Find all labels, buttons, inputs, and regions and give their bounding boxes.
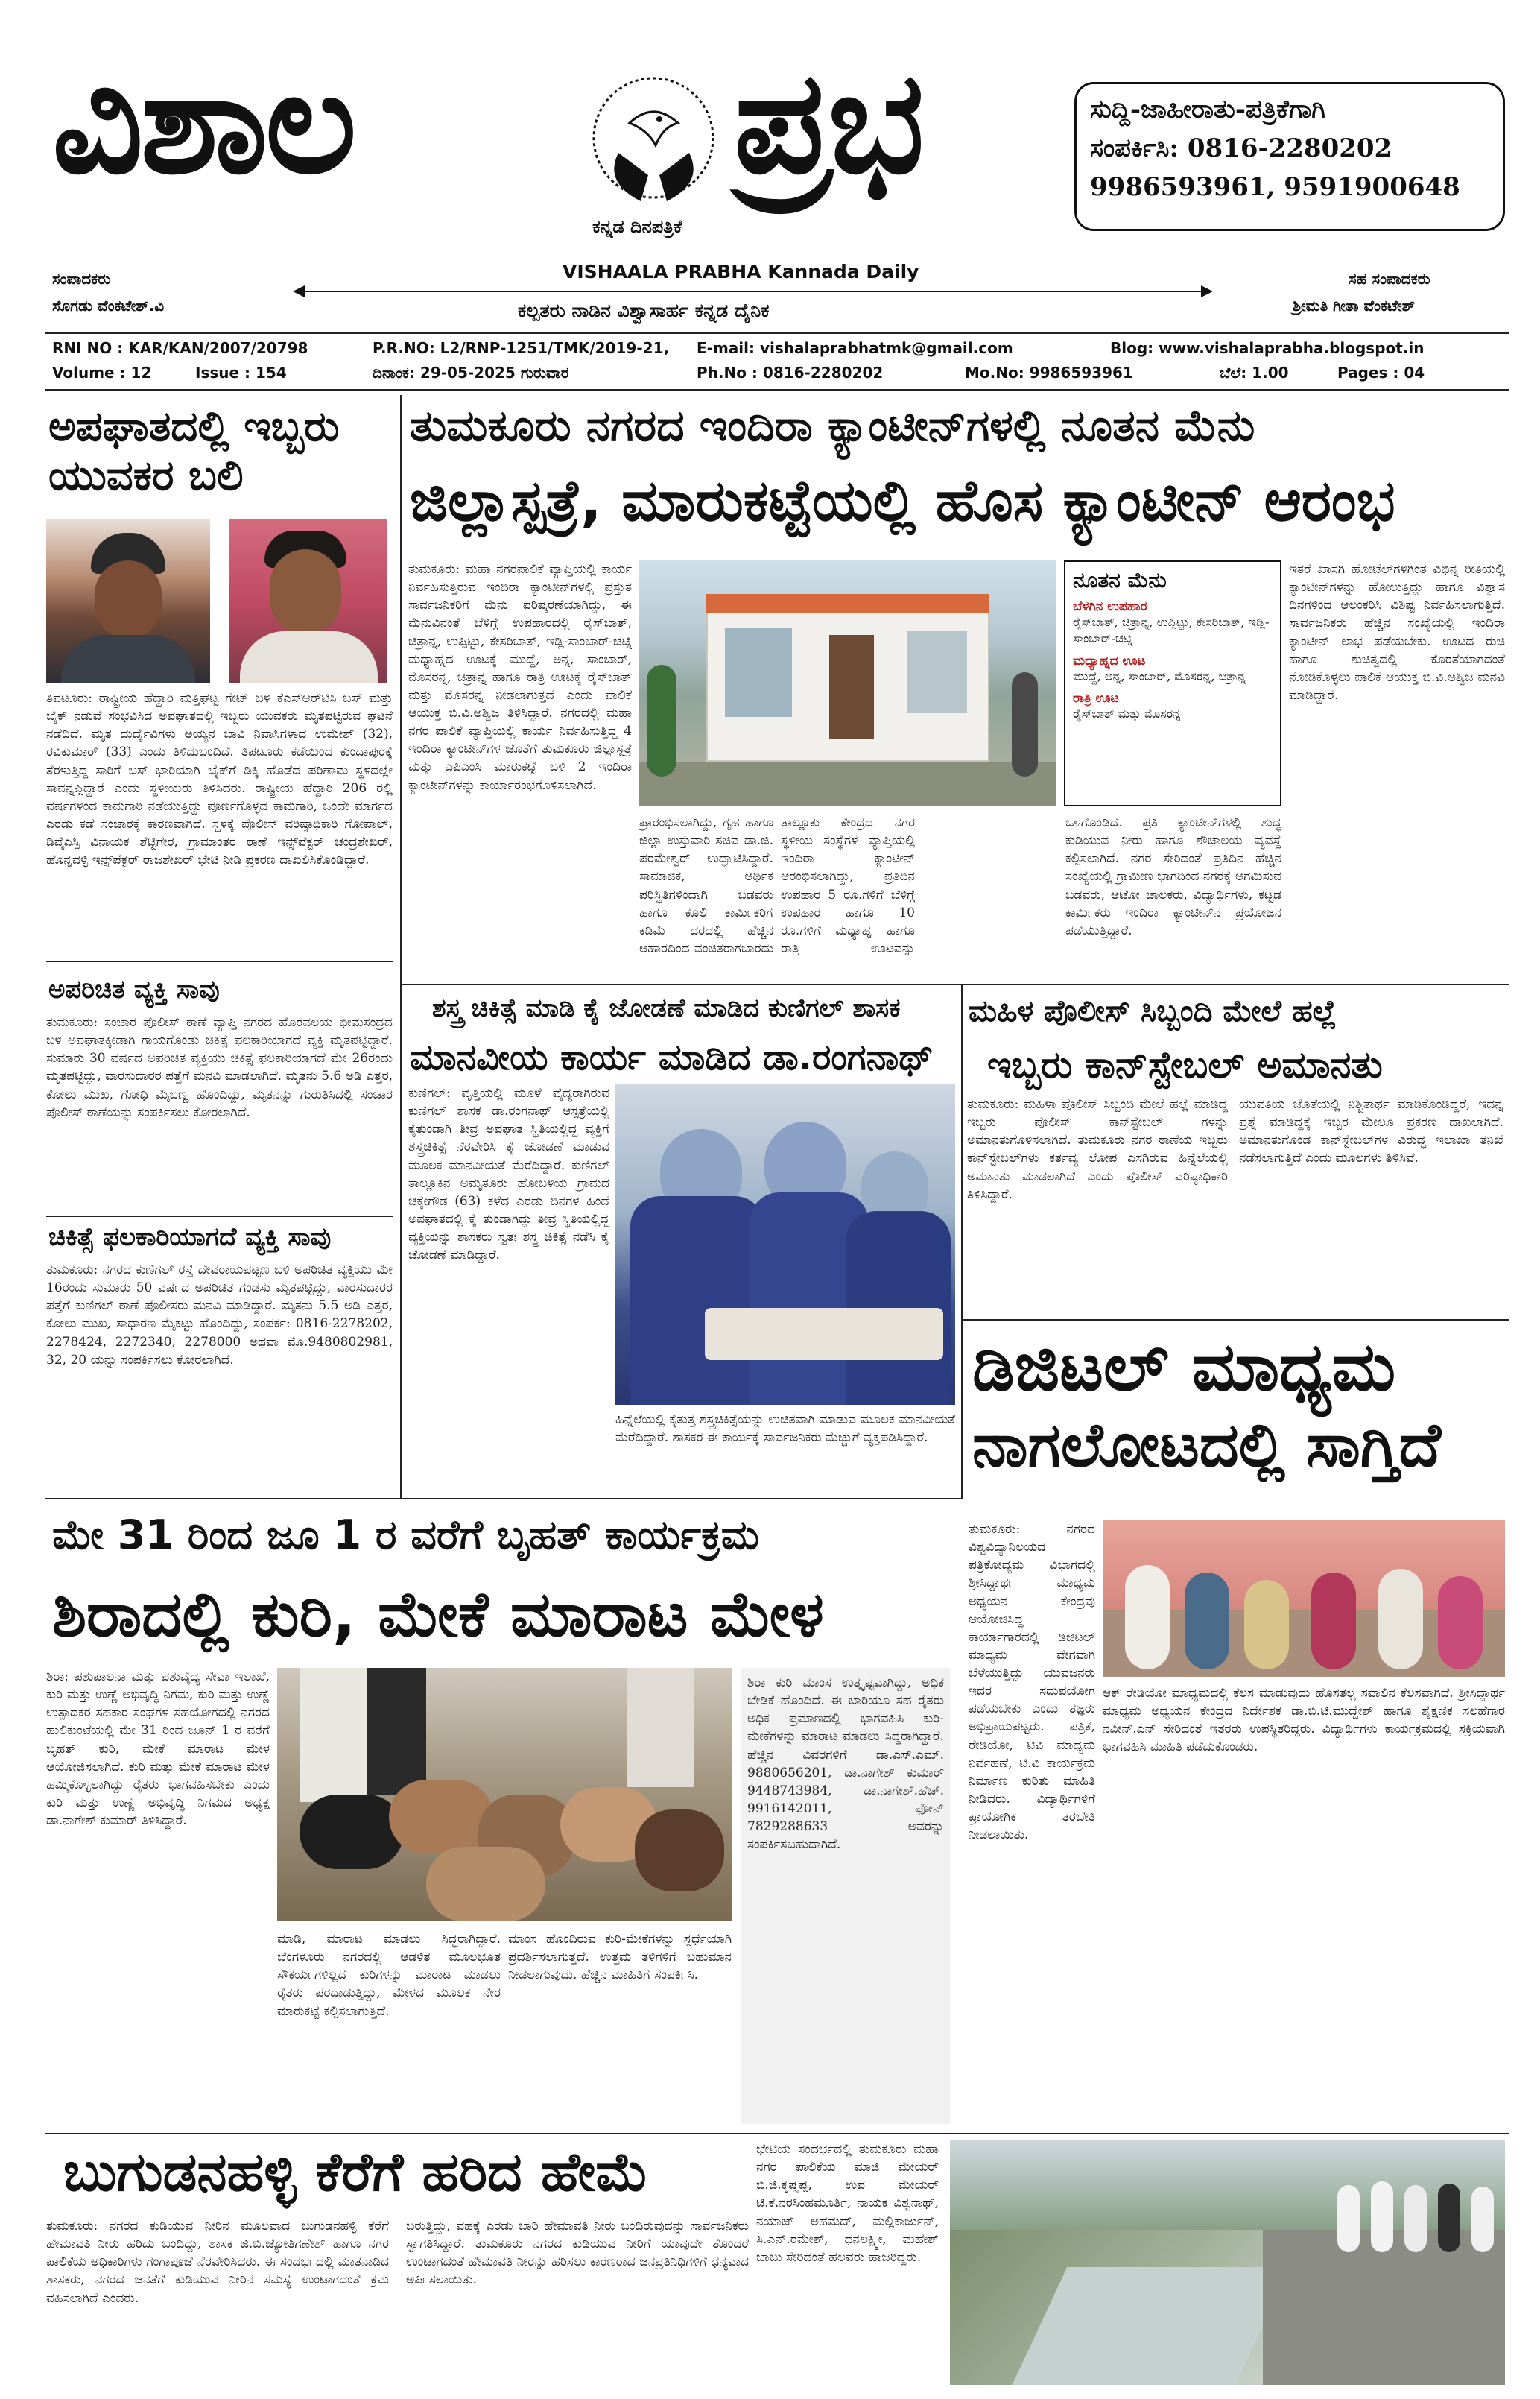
menu-lunch-label: ಮಧ್ಯಾಹ್ನದ ಊಟ: [1073, 653, 1146, 669]
unknown-person-body: ತುಮಕೂರು: ಸಂಚಾರ ಪೊಲೀಸ್ ಠಾಣೆ ವ್ಯಾಪ್ತಿ ನಗರದ ಹೊರವಲಯ ಭೀಮಸಂದ್ರದ ಬಳಿ ಅಪಘಾತಕ್ಕೀಡಾಗಿ ಗಾಯಗೊಂಡು ಚಿಕಿತ್ಸೆ ಫಲಕಾರಿಯಾಗದೆ ವ್ಯಕ್ತಿ ಮೃತಪಟ್ಟಿದ್ದಾರೆ. ಸುಮಾರು 30 ವರ್ಷದ ಅಪರಿಚಿತ ವ್ಯಕ್ತಿಯು ಚಿಕಿತ್ಸೆ ಫಲಕಾರಿಯಾಗದೆ ಮೇ 26ರಂದು ಮೃತಪಟ್ಟಿದ್ದು, ವಾರಸುದಾರರ ಪತ್ತೆಗೆ ಮನವಿ ಮಾಡಲಾಗಿದೆ. ಮೃತನು 5.6 ಅಡಿ ಎತ್ತರ, ಕೋಲು ಮುಖ, ಗೋಧಿ ಮೈಬಣ್ಣ ಹೊಂದಿದ್ದು, ಮೃತನನ್ನು ಗುರುತಿಸಿದಲ್ಲಿ ಸಂಚಾರ ಪೊಲೀಸ್ ಠಾಣೆಯನ್ನು ಸಂಪರ್ಕಿಸಲು ಕೋರಲಾಗಿದೆ.: [46, 1015, 393, 1120]
masthead-title-left: ವಿಶಾಲ: [52, 40, 354, 205]
sheep-col-3: ಮಾಂಸ ಹೊಂದಿರುವ ಕುರಿ-ಮೇಕೆಗಳನ್ನು ಸ್ಪರ್ಧೆಯಾಗಿ ಪ್ರದರ್ಶಿಸಲಾಗುತ್ತದೆ. ಉತ್ತಮ ತಳಿಗಳಿಗೆ ಬಹುಮಾನ ನೀಡಲಾಗುವುದು. ಹೆಚ್ಚಿನ ಮಾಹಿತಿಗೆ ಸಂಪರ್ಕಿಸಿ.: [508, 1932, 732, 1983]
co-editor-label: ಸಹ ಸಂಪಾದಕರು: [1349, 270, 1430, 288]
lead-col-1: ತುಮಕೂರು: ಮಹಾ ನಗರಪಾಲಿಕೆ ವ್ಯಾಪ್ತಿಯಲ್ಲಿ ಕಾರ್ಯ ನಿರ್ವಹಿಸುತ್ತಿರುವ ಇಂದಿರಾ ಕ್ಯಾಂಟೀನ್‌ಗಳಲ್ಲಿ ಪ್ರಸ್ತುತ ಸಾರ್ವಜನಿಕರಿಗೆ ಮೆನು ಪರಿಷ್ಕರಣೆಯಾಗಿದ್ದು, ಈ ಮೆನುವಿನಂತೆ ಬೆಳಿಗ್ಗೆ ಉಪಹಾರದಲ್ಲಿ ರೈಸ್‌ಬಾತ್, ಚಿತ್ರಾನ್ನ, ಉಪ್ಪಿಟ್ಟು, ಕೇಸರಿಬಾತ್, ಇಡ್ಲಿ-ಸಾಂಬಾರ್-ಚಟ್ನಿ ಮಧ್ಯಾಹ್ನದ ಊಟಕ್ಕೆ ಮುದ್ದೆ, ಅನ್ನ, ಸಾಂಬಾರ್, ಮೊಸರನ್ನ, ಚಿತ್ರಾನ್ನ ಹಾಗೂ ರಾತ್ರಿ ಊಟಕ್ಕೆ ರೈಸ್‌ಬಾತ್ ಮತ್ತು ಮೊಸರನ್ನ ನೀಡಲಾಗುತ್ತದೆ ಎಂದು ಪಾಲಿಕೆ ಆಯುಕ್ತ ಬಿ.ವಿ.ಅಶ್ವಿಜ ತಿಳಿಸಿದ್ದಾರೆ. ನಗರದಲ್ಲಿ ಮಹಾ ನಗರ ಪಾಲಿಕೆ ವ್ಯಾಪ್ತಿಯಲ್ಲಿ ಕಾರ್ಯ ನಿರ್ವಹಿಸುತ್ತಿದ್ದ 4 ಇಂದಿರಾ ಕ್ಯಾಂಟೀನ್‌ಗಳ ಜೊತೆಗೆ ತುಮಕೂರು ಜಿಲ್ಲಾಸ್ಪತ್ರೆ ಮತ್ತು ಎಪಿಎಂಸಿ ಮಾರುಕಟ್ಟೆ ಬಳಿ 2 ಇಂದಿರಾ ಕ್ಯಾಂಟೀನ್‌ಗಳನ್ನು ಕಾರ್ಯಾರಂಭಗೊಳಿಸಲಾಗಿದೆ.: [408, 562, 632, 793]
menu-breakfast-items: ರೈಸ್‌ಬಾತ್, ಚಿತ್ರಾನ್ನ, ಉಪ್ಪಿಟ್ಟು, ಕೇಸರಿಬಾತ್, ಇಡ್ಲಿ-ಸಾಂಬಾರ್-ಚಟ್ನಿ: [1073, 615, 1270, 646]
rni-number: RNI NO : KAR/KAN/2007/20798: [52, 339, 308, 357]
lake-col-3: ಭೇಟಿಯ ಸಂದರ್ಭದಲ್ಲಿ ತುಮಕೂರು ಮಹಾ ನಗರ ಪಾಲಿಕೆಯ ಮಾಜಿ ಮೇಯರ್ ಬಿ.ಜಿ.ಕೃಷ್ಣಪ್ಪ, ಉಪ ಮೇಯರ್ ಟಿ.ಕೆ.ನರಸಿಂಹಮೂರ್ತಿ, ನಾಯಕ ವಿಶ್ವನಾಥ್, ನಯಾಜ್ ಅಹಮದ್, ಮಲ್ಲಿಕಾರ್ಜುನ್, ಸಿ.ಎನ್.ರಮೇಶ್, ಧನಲಕ್ಷ್ಮೀ, ಮಹೇಶ್ ಬಾಬು ಸೇರಿದಂತೆ ಹಲವರು ಹಾಜರಿದ್ದರು.: [756, 2142, 939, 2265]
accident-headline: ಅಪಘಾತದಲ್ಲಿ ಇಬ್ಬರು ಯುವಕರ ಬಲಿ: [48, 402, 340, 501]
lead-col-2: ಪ್ರಾರಂಭಿಸಲಾಗಿದ್ದು, ಗೃಹ ಹಾಗೂ ಜಿಲ್ಲಾ ಉಸ್ತುವಾರಿ ಸಚಿವ ಡಾ.ಜಿ. ಪರಮೇಶ್ವರ್ ಉದ್ಘಾಟಿಸಿದ್ದಾರೆ. ಸಾಮಾಜಿಕ, ಆರ್ಥಿಕ ಪರಿಸ್ಥಿತಿಗಳಿಂದಾಗಿ ಬಡವರು ಹಾಗೂ ಕೂಲಿ ಕಾರ್ಮಿಕರಿಗೆ ಕಡಿಮೆ ದರದಲ್ಲಿ ಹೆಚ್ಚಿನ ಆಹಾರದಿಂದ ವಂಚಿತರಾಗಬಾರದು: [639, 815, 773, 955]
accident-victim-photo-2: [229, 519, 387, 683]
lake-canal-photo: [950, 2140, 1505, 2385]
digital-workshop-photo: [1103, 1520, 1505, 1677]
slogan-arrow-left-icon: [293, 285, 305, 297]
digital-headline-2: ನಾಗಲೋಟದಲ್ಲಿ ಸಾಗ್ತಿದೆ: [972, 1410, 1441, 1481]
slogan-arrow-right-icon: [1201, 285, 1213, 297]
issue: Issue : 154: [195, 364, 287, 382]
editor-label: ಸಂಪಾದಕರು: [52, 270, 111, 288]
unknown-person-headline: ಅಪರಿಚಿತ ವ್ಯಕ್ತಿ ಸಾವು: [48, 975, 220, 1005]
sheep-col-1: ಶಿರಾ: ಪಶುಪಾಲನಾ ಮತ್ತು ಪಶುವೈದ್ಯ ಸೇವಾ ಇಲಾಖೆ, ಕುರಿ ಮತ್ತು ಉಣ್ಣೆ ಅಭಿವೃದ್ಧಿ ನಿಗಮ, ಕುರಿ ಮತ್ತು ಉಣ್ಣೆ ಉತ್ಪಾದಕರ ಸಹಕಾರ ಸಂಘಗಳ ಸಹಯೋಗದಲ್ಲಿ ನಗರದ ಹುಲಿಕುಂಟೆಯಲ್ಲಿ ಮೇ 31 ರಿಂದ ಜೂನ್ 1 ರ ವರೆಗೆ ಬೃಹತ್ ಕುರಿ, ಮೇಕೆ ಮಾರಾಟ ಮೇಳ ಆಯೋಜಿಸಲಾಗಿದೆ. ಕುರಿ ಮತ್ತು ಮೇಕೆ ಮಾರಾಟ ಮೇಳ ಹಮ್ಮಿಕೊಳ್ಳಲಾಗಿದ್ದು ರೈತರು ಭಾಗವಹಿಸಬೇಕು ಎಂದು ಕುರಿ ಮತ್ತು ಉಣ್ಣೆ ಅಭಿವೃದ್ಧಿ ನಿಗಮದ ಅಧ್ಯಕ್ಷ ಡಾ.ನಾಗೇಶ್ ಕುಮಾರ್ ತಿಳಿಸಿದ್ದಾರೆ.: [46, 1669, 270, 1828]
volume: Volume : 12: [52, 364, 152, 382]
surgery-photo: [615, 1084, 955, 1405]
lead-col-4: ಒಳಗೊಂಡಿದೆ. ಪ್ರತಿ ಕ್ಯಾಂಟೀನ್‌ಗಳಲ್ಲಿ ಶುದ್ಧ ಕುಡಿಯುವ ನೀರು ಹಾಗೂ ಶೌಚಾಲಯ ವ್ಯವಸ್ಥೆ ಕಲ್ಪಿಸಲಾಗಿದೆ. ನಗರ ಸೇರಿದಂತೆ ಪ್ರತಿದಿನ ಹೆಚ್ಚಿನ ಸಂಖ್ಯೆಯಲ್ಲಿ ಗ್ರಾಮೀಣ ಭಾಗದಿಂದ ನಗರಕ್ಕೆ ಆಗಮಿಸುವ ಬಡವರು, ಆಟೋ ಚಾಲಕರು, ವಿದ್ಯಾರ್ಥಿಗಳು, ಕಟ್ಟಡ ಕಾರ್ಮಿಕರು ಇಂದಿರಾ ಕ್ಯಾಂಟೀನ್‌ನ ಪ್ರಯೋಜನ ಪಡೆಯುತ್ತಿದ್ದಾರೆ.: [1065, 815, 1281, 938]
lead-kicker: ತುಮಕೂರು ನಗರದ ಇಂದಿರಾ ಕ್ಯಾಂಟೀನ್‌ಗಳಲ್ಲಿ ನೂತನ ಮೆನು: [410, 400, 1255, 451]
accident-victim-photo-1: [46, 519, 210, 683]
slogan: ಕಲ್ಪತರು ನಾಡಿನ ವಿಶ್ವಾಸಾರ್ಹ ಕನ್ನಡ ದೈನಿಕ: [518, 300, 770, 321]
slogan-arrow-line: [294, 291, 1207, 292]
editor-name: ಸೊಗಡು ವೆಂಕಟೇಶ್.ವಿ: [52, 297, 165, 315]
blog-url: Blog: www.vishalaprabha.blogspot.in: [1110, 339, 1425, 357]
lead-headline: ಜಿಲ್ಲಾಸ್ಪತ್ರೆ, ಮಾರುಕಟ್ಟೆಯಲ್ಲಿ ಹೊಸ ಕ್ಯಾಂಟೀನ್ ಆರಂಭ: [410, 467, 1395, 534]
ad-line-2: ಸಂಪರ್ಕಿಸಿ: 0816-2280202: [1090, 133, 1392, 163]
menu-lunch-items: ಮುದ್ದೆ, ಅನ್ನ, ಸಾಂಬಾರ್, ಮೊಸರನ್ನ, ಚಿತ್ರಾನ್ನ: [1073, 669, 1246, 683]
mobile-number: Mo.No: 9986593961: [965, 364, 1133, 382]
lead-col-5: ಇತರೆ ಖಾಸಗಿ ಹೋಟೆಲ್‌ಗಳಿಗಿಂತ ವಿಭಿನ್ನ ರೀತಿಯಲ್ಲಿ ಕ್ಯಾಂಟೀನ್‌ಗಳನ್ನು ಹೋಲುತ್ತಿದ್ದು ಹಾಗೂ ವಿಶ್ವಾಸ ದಿನಗಳಿಂದ ಆಲಂಕರಿಸಿ ವಿಶಿಷ್ಟ ನಿರ್ವಹಿಸಲಾಗುತ್ತಿದೆ. ಸಾರ್ವಜನಿಕರು ಹೆಚ್ಚಿನ ಸಂಖ್ಯೆಯಲ್ಲಿ ಇಂದಿರಾ ಕ್ಯಾಂಟೀನ್ ಲಾಭ ಪಡೆಯಬೇಕು. ಊಟದ ರುಚಿ ಹಾಗೂ ಶುಚಿತ್ವದಲ್ಲಿ ಕೊರತೆಯಾಗದಂತೆ ನೋಡಿಕೊಳ್ಳಲು ಪಾಲಿಕೆ ಆಯುಕ್ತ ಬಿ.ವಿ.ಅಶ್ವಿಜ ಮನವಿ ಮಾಡಿದ್ದಾರೆ.: [1289, 562, 1505, 703]
phone-number: Ph.No : 0816-2280202: [697, 364, 884, 382]
co-editor-name: ಶ್ರೀಮತಿ ಗೀತಾ ವೆಂಕಟೇಶ್: [1293, 297, 1416, 315]
treatment-death-headline: ಚಿಕಿತ್ಸೆ ಫಲಕಾರಿಯಾಗದೆ ವ್ಯಕ್ತಿ ಸಾವು: [48, 1222, 332, 1252]
menu-dinner-label: ರಾತ್ರಿ ಊಟ: [1073, 691, 1119, 707]
lake-col-2: ಬರುತ್ತಿದ್ದು, ವಹಕ್ಕೆ ಎರಡು ಬಾರಿ ಹೇಮಾವತಿ ನೀರು ಬಂದಿರುವುದನ್ನು ಸಾರ್ವಜನಿಕರು ಸ್ವಾಗತಿಸಿದ್ದಾರೆ. ತುಮಕೂರು ನಗರದ ಕುಡಿಯುವ ನೀರಿಗೆ ಯಾವುದೇ ತೊಂದರೆ ಉಂಟಾಗದಂತೆ ಹೇಮಾವತಿ ನೀರನ್ನು ಹರಿಸಲು ಕಾರಣರಾದ ಜನಪ್ರತಿನಿಧಿಗಳಿಗೆ ಧನ್ಯವಾದ ಅರ್ಪಿಸಲಾಯಿತು.: [406, 2219, 749, 2288]
police-kicker: ಮಹಿಳ ಪೊಲೀಸ್ ಸಿಬ್ಬಂದಿ ಮೇಲೆ ಹಲ್ಲೆ: [969, 994, 1337, 1028]
surgery-headline: ಮಾನವೀಯ ಕಾರ್ಯ ಮಾಡಿದ ಡಾ.ರಂಗನಾಥ್: [410, 1037, 934, 1078]
treatment-death-body: ತುಮಕೂರು: ನಗರದ ಕುಣಿಗಲ್ ರಸ್ತೆ ದೇವರಾಯಪಟ್ಟಣ ಬಳಿ ಅಪರಿಚಿತ ವ್ಯಕ್ತಿಯು ಮೇ 16ರಂದು ಸುಮಾರು 50 ವರ್ಷದ ಅಪರಿಚಿತ ಗಂಡಸು ಮೃತಪಟ್ಟಿದ್ದು, ವಾರಸುದಾರರ ಪತ್ತೆಗೆ ಕುಣಿಗಲ್ ಠಾಣೆ ಪೊಲೀಸರು ಮನವಿ ಮಾಡಿದ್ದಾರೆ. ಮೃತನು 5.5 ಅಡಿ ಎತ್ತರ, ಕೋಲು ಮುಖ, ಸಾಧಾರಣ ಮೈಕಟ್ಟು ಹೊಂದಿದ್ದು, ಸಂಪರ್ಕ: 0816-2278202, 2278424, 2272340, 2278000 ಅಥವಾ ಮೊ.9480802981, 32, 20 ಯನ್ನು ಸಂಪರ್ಕಿಸಲು ಕೋರಲಾಗಿದೆ.: [46, 1262, 393, 1368]
email: E-mail: vishalaprabhatmk@gmail.com: [697, 339, 1013, 357]
digital-col-1: ತುಮಕೂರು: ನಗರದ ವಿಶ್ವವಿದ್ಯಾನಿಲಯದ ಪತ್ರಿಕೋದ್ಯಮ ವಿಭಾಗದಲ್ಲಿ ಶ್ರೀಸಿದ್ದಾರ್ಥ ಮಾಧ್ಯಮ ಅಧ್ಯಯನ ಕೇಂದ್ರವು ಆಯೋಜಿಸಿದ್ದ ಕಾರ್ಯಾಗಾರದಲ್ಲಿ ಡಿಜಿಟಲ್ ಮಾಧ್ಯಮ ವೇಗವಾಗಿ ಬೆಳೆಯುತ್ತಿದ್ದು ಯುವಜನರು ಇದರ ಸದುಪಯೋಗ ಪಡೆಯಬೇಕು ಎಂದು ತಜ್ಞರು ಅಭಿಪ್ರಾಯಪಟ್ಟರು. ಪತ್ರಿಕೆ, ರೇಡಿಯೋ, ಟಿವಿ ಮಾಧ್ಯಮ ನಿರ್ವಹಣೆ, ಟಿ.ವಿ ಕಾರ್ಯಕ್ರಮ ನಿರ್ಮಾಣ ಕುರಿತು ಮಾಹಿತಿ ನೀಡಿದರು. ವಿದ್ಯಾರ್ಥಿಗಳಿಗೆ ಪ್ರಾಯೋಗಿಕ ತರಬೇತಿ ನೀಡಲಾಯಿತು.: [969, 1522, 1095, 1843]
lead-col-3: ತಾಲ್ಲೂಕು ಕೇಂದ್ರದ ನಗರ ಸ್ಥಳೀಯ ಸಂಸ್ಥೆಗಳ ವ್ಯಾಪ್ತಿಯಲ್ಲಿ ಇಂದಿರಾ ಕ್ಯಾಂಟೀನ್ ಆರಂಭಿಸಲಾಗಿದ್ದು, ಪ್ರತಿದಿನ ಉಪಹಾರ 5 ರೂ.ಗಳಿಗೆ ಬೆಳಿಗ್ಗೆ ಉಪಹಾರ ಹಾಗೂ 10 ರೂ.ಗಳಿಗೆ ಮಧ್ಯಾಹ್ನ ಹಾಗೂ ರಾತ್ರಿ ಊಟವನ್ನು: [781, 815, 915, 955]
pr-number: P.R.NO: L2/RNP-1251/TMK/2019-21,: [373, 339, 670, 357]
police-headline: ಇಬ್ಬರು ಕಾನ್‌ಸ್ಟೇಬಲ್ ಅಮಾನತು: [987, 1043, 1383, 1087]
paper-name-english: VISHAALA PRABHA Kannada Daily: [563, 261, 919, 282]
masthead-title-right: ಪ್ರಭ: [734, 40, 922, 205]
lake-col-1: ತುಮಕೂರು: ನಗರದ ಕುಡಿಯುವ ನೀರಿನ ಮೂಲವಾದ ಬುಗುಡನಹಳ್ಳಿ ಕೆರೆಗೆ ಹೇಮಾವತಿ ನೀರು ಹರಿದು ಬಂದಿದ್ದು, ಶಾಸಕ ಜಿ.ಬಿ.ಜ್ಯೋತಿಗಣೇಶ್ ಹಾಗೂ ನಗರ ಪಾಲಿಕೆಯ ಅಧಿಕಾರಿಗಳು ಗಂಗಾಪೂಜೆ ನೆರವೇರಿಸಿದರು. ಈ ಸಂದರ್ಭದಲ್ಲಿ ಮಾತನಾಡಿದ ಶಾಸಕರು, ನಗರದ ಜನತೆಗೆ ಕುಡಿಯುವ ನೀರಿನ ಸಮಸ್ಯೆ ಉಂಟಾಗದಂತೆ ಕ್ರಮ ವಹಿಸಲಾಗಿದೆ ಎಂದರು.: [46, 2219, 389, 2306]
sheep-photo: [277, 1668, 732, 1921]
dove-logo-icon: [589, 71, 719, 209]
surgery-body-2: ಹಿನ್ನೆಲೆಯಲ್ಲಿ ಕೈತುತ್ತ ಶಸ್ತ್ರಚಿಕಿತ್ಸೆಯನ್ನು ಉಚಿತವಾಗಿ ಮಾಡುವ ಮೂಲಕ ಮಾನವೀಯತೆ ಮೆರೆದಿದ್ದಾರೆ. ಶಾಸಕರ ಈ ಕಾರ್ಯಕ್ಕೆ ಸಾರ್ವಜನಿಕರು ಮೆಚ್ಚುಗೆ ವ್ಯಕ್ತಪಡಿಸಿದ್ದಾರೆ.: [615, 1412, 955, 1446]
canteen-photo: [639, 560, 1056, 806]
page-count: Pages : 04: [1337, 364, 1425, 382]
lake-headline: ಬುಗುಡನಹಳ್ಳಿ ಕೆರೆಗೆ ಹರಿದ ಹೇಮೆ: [63, 2140, 649, 2203]
police-col-2: ಯುವತಿಯ ಜೊತೆಯಲ್ಲಿ ನಿಶ್ಚಿತಾರ್ಥ ಮಾಡಿಕೊಂಡಿದ್ದರೆ, ಇದನ್ನ ಪ್ರಶ್ನೆ ಮಾಡಿದ್ದಕ್ಕೆ ಇಬ್ಬರ ಮೇಲೂ ಪ್ರಕರಣ ದಾಖಲಾಗಿದೆ. ಅಮಾನತುಗೊಂಡ ಕಾನ್‌ಸ್ಟೇಬಲ್‌ಗಳ ವಿರುದ್ಧ ಇಲಾಖಾ ತನಿಖೆ ನಡೆಸಲಾಗುತ್ತಿದೆ ಎಂದು ಮೂಲಗಳು ತಿಳಿಸಿವೆ.: [1239, 1097, 1503, 1166]
sheep-kicker: ಮೇ 31 ರಿಂದ ಜೂ 1 ರ ವರೆಗೆ ಬೃಹತ್ ಕಾರ್ಯಕ್ರಮ: [52, 1511, 760, 1558]
police-col-1: ತುಮಕೂರು: ಮಹಿಳಾ ಪೊಲೀಸ್ ಸಿಬ್ಬಂದಿ ಮೇಲೆ ಹಲ್ಲೆ ಮಾಡಿದ್ದ ಇಬ್ಬರು ಪೊಲೀಸ್ ಕಾನ್‌ಸ್ಟೇಬಲ್ ಗಳನ್ನು ಅಮಾನತುಗೊಳಿಸಲಾಗಿದೆ. ತುಮಕೂರು ನಗರ ಠಾಣೆಯ ಇಬ್ಬರು ಕಾನ್‌ಸ್ಟೇಬಲ್‌ಗಳು ಕರ್ತವ್ಯ ಲೋಪ ಎಸಗಿರುವ ಹಿನ್ನೆಲೆಯಲ್ಲಿ ಅಮಾನತು ಮಾಡಲಾಗಿದೆ ಎಂದು ಪೊಲೀಸ್ ವರಿಷ್ಠಾಧಿಕಾರಿ ತಿಳಿಸಿದ್ದಾರೆ.: [967, 1097, 1228, 1202]
surgery-body: ಕುಣಿಗಲ್: ವೃತ್ತಿಯಲ್ಲಿ ಮೂಳೆ ವೈದ್ಯರಾಗಿರುವ ಕುಣಿಗಲ್ ಶಾಸಕ ಡಾ.ರಂಗನಾಥ್ ಆಸ್ಪತ್ರೆಯಲ್ಲಿ ಕೈತುಂಡಾಗಿ ತೀವ್ರ ಅಪಘಾತ ಸ್ಥಿತಿಯಲ್ಲಿದ್ದ ವ್ಯಕ್ತಿಗೆ ಶಸ್ತ್ರಚಿಕಿತ್ಸೆ ನೆರವೇರಿಸಿ ಕೈ ಜೋಡಣೆ ಮಾಡುವ ಮೂಲಕ ಮಾನವೀಯತೆ ಮೆರೆದಿದ್ದಾರೆ. ಕುಣಿಗಲ್ ತಾಲ್ಲೂಕಿನ ಅಮೃತೂರು ಹೋಬಳಿಯ ಗ್ರಾಮದ ಚಿಕ್ಕೇಗೌಡ (63) ಕಳೆದ ಎರಡು ದಿನಗಳ ಹಿಂದೆ ಅಪಘಾತದಲ್ಲಿ ಕೈ ತುಂಡಾಗಿದ್ದು ತೀವ್ರ ಸ್ಥಿತಿಯಲ್ಲಿದ್ದ ವ್ಯಕ್ತಿಯನ್ನು ಶಾಸಕರು ಸ್ವತಃ ಶಸ್ತ್ರ ಚಿಕಿತ್ಸೆ ನಡೆಸಿ ಕೈ ಜೋಡಣೆ ಮಾಡಿದ್ದಾರೆ.: [408, 1086, 609, 1263]
tagline-kannada: ಕನ್ನಡ ದಿನಪತ್ರಿಕೆ: [592, 216, 682, 237]
surgery-kicker: ಶಸ್ತ್ರ ಚಿಕಿತ್ಸೆ ಮಾಡಿ ಕೈ ಜೋಡಣೆ ಮಾಡಿದ ಕುಣಿಗಲ್ ಶಾಸಕ: [432, 993, 901, 1023]
menu-breakfast-label: ಬೆಳಗಿನ ಉಪಹಾರ: [1073, 599, 1147, 614]
digital-col-2: ಆಕ್ ರೇಡಿಯೋ ಮಾಧ್ಯಮದಲ್ಲಿ ಕೆಲಸ ಮಾಡುವುದು ಹೊಸತಲ್ಲ ಸವಾಲಿನ ಕೆಲಸವಾಗಿದೆ. ಶ್ರೀಸಿದ್ದಾರ್ಥ ಮಾಧ್ಯಮ ಅಧ್ಯಯನ ಕೇಂದ್ರದ ನಿರ್ದೇಶಕ ಡಾ.ಬಿ.ಟಿ.ಮುದ್ದೇಶ್ ಹಾಗೂ ಶೈಕ್ಷಣಿಕ ಸಲಹೆಗಾರ ನವೀನ್.ಎನ್ ಸೇರಿದಂತೆ ಇತರರು ಉಪಸ್ಥಿತರಿದ್ದರು. ವಿದ್ಯಾರ್ಥಿಗಳು ಕಾರ್ಯಕ್ರಮದಲ್ಲಿ ಸಕ್ರಿಯವಾಗಿ ಭಾಗವಹಿಸಿ ಮಾಹಿತಿ ಪಡೆದುಕೊಂಡರು.: [1103, 1686, 1505, 1755]
ad-line-1: ಸುದ್ದಿ-ಜಾಹೀರಾತು-ಪತ್ರಿಕೆಗಾಗಿ: [1090, 95, 1325, 124]
new-menu-box: [1064, 560, 1281, 806]
issue-date: ದಿನಾಂಕ: 29-05-2025 ಗುರುವಾರ: [373, 364, 569, 382]
price: ಬೆಲೆ: 1.00: [1220, 364, 1289, 382]
menu-dinner-items: ರೈಸ್‌ಬಾತ್ ಮತ್ತು ಮೊಸರನ್ನ: [1073, 707, 1182, 721]
digital-headline-1: ಡಿಜಿಟಲ್ ಮಾಧ್ಯಮ: [972, 1328, 1396, 1406]
ad-contact-box: [1074, 82, 1505, 231]
ad-line-3: 9986593961, 9591900648: [1090, 172, 1460, 202]
sheep-col-2: ಮಾಡಿ, ಮಾರಾಟ ಮಾಡಲು ಸಿದ್ಧರಾಗಿದ್ದಾರೆ. ಬೆಂಗಳೂರು ನಗರದಲ್ಲಿ ಆಡಳಿತ ಮೂಲಭೂತ ಸೌಕರ್ಯಗಳಿಲ್ಲದೆ ಕುರಿಗಳನ್ನು ಮಾರಾಟ ಮಾಡಲು ರೈತರು ಪರದಾಡುತ್ತಿದ್ದು, ಮೇಳದ ಮೂಲಕ ನೇರ ಮಾರುಕಟ್ಟೆ ಕಲ್ಪಿಸಲಾಗುತ್ತಿದೆ.: [277, 1932, 501, 2019]
menu-title: ನೂತನ ಮೆನು: [1073, 568, 1167, 592]
sheep-headline: ಶಿರಾದಲ್ಲಿ ಕುರಿ, ಮೇಕೆ ಮಾರಾಟ ಮೇಳ: [52, 1578, 824, 1651]
accident-body: ತಿಪಟೂರು: ರಾಷ್ಟ್ರೀಯ ಹೆದ್ದಾರಿ ಮತ್ತಿಘಟ್ಟ ಗೇಟ್ ಬಳಿ ಕೆಎಸ್‌ಆರ್‌ಟಿಸಿ ಬಸ್ ಮತ್ತು ಬೈಕ್ ನಡುವೆ ಸಂಭವಿಸಿದ ಅಪಘಾತದಲ್ಲಿ ಇಬ್ಬರು ಯುವಕರು ಮೃತಪಟ್ಟಿರುವ ಘಟನೆ ನಡೆದಿದೆ. ಮೃತ ದುರ್ದೈವಿಗಳು ಅಯ್ಯನ ಬಾವಿ ನಿವಾಸಿಗಳಾದ ಉಮೇಶ್ (32), ರವಿಕುಮಾರ್ (33) ಎಂದು ತಿಳಿದುಬಂದಿದೆ. ತಿಪಟೂರು ಕಡೆಯಿಂದ ಕುಂದಾಪುರಕ್ಕೆ ತೆರಳುತ್ತಿದ್ದ ಸಾರಿಗೆ ಬಸ್ ಭಾರಿಯಾಗಿ ಬೈಕ್‌ಗೆ ಡಿಕ್ಕಿ ಹೊಡೆದ ಪರಿಣಾಮ ಸ್ಥಳದಲ್ಲೇ ಸಾವನ್ನಪ್ಪಿದ್ದಾರೆ ಎಂದು ಸ್ಥಳೀಯರು ತಿಳಿಸಿದರು. ರಾಷ್ಟ್ರೀಯ ಹೆದ್ದಾರಿ 206 ರಲ್ಲಿ ವರ್ಷಗಳಿಂದ ಕಾಮಗಾರಿ ನಡೆಯುತ್ತಿದ್ದು ಪೂರ್ಣಗೊಳ್ಳದ ಕಾಮಗಾರಿ, ಒಂದೇ ಮಾರ್ಗದ ಎರಡು ಕಡೆ ಸಂಚಾರಕ್ಕೆ ಕಾರಣವಾಗಿದೆ. ಸ್ಥಳಕ್ಕೆ ಪೊಲೀಸ್ ವರಿಷ್ಠಾಧಿಕಾರಿ ಗೋಪಾಲ್, ಡಿವೈಎಸ್ಪಿ ವಿನಾಯಕ ಶೆಟ್ಟಿಗೇರ, ಗ್ರಾಮಾಂತರ ಠಾಣೆ ಇನ್ಸ್‌ಪೆಕ್ಟರ್ ಚಂದ್ರಶೇಖರ್, ಹೊನ್ನವಳ್ಳಿ ಇನ್ಸ್‌ಪೆಕ್ಟರ್ ರಾಜಶೇಖರ್ ಭೇಟಿ ನೀಡಿ ಪ್ರಕರಣ ದಾಖಲಿಸಿಕೊಂಡಿದ್ದಾರೆ.: [46, 691, 393, 868]
sheep-col-4: ಶಿರಾ ಕುರಿ ಮಾಂಸ ಉತ್ಕೃಷ್ಟವಾಗಿದ್ದು, ಅಧಿಕ ಬೇಡಿಕೆ ಹೊಂದಿದೆ. ಈ ಬಾರಿಯೂ ಸಹ ರೈತರು ಅಧಿಕ ಪ್ರಮಾಣದಲ್ಲಿ ಭಾಗವಹಿಸಿ ಕುರಿ-ಮೇಕೆಗಳನ್ನು ಮಾರಾಟ ಮಾಡಲು ಸಿದ್ಧರಾಗಿದ್ದಾರೆ. ಹೆಚ್ಚಿನ ವಿವರಗಳಿಗೆ ಡಾ.ಎಸ್.ಎಮ್. 9880656201, ಡಾ.ನಾಗೇಶ್ ಕುಮಾರ್ 9448743984, ಡಾ.ನಾಗೇಶ್.ಹೆಚ್. 9916142011, ಫೋನ್ 7829288633 ಅವರನ್ನು ಸಂಪರ್ಕಿಸಬಹುದಾಗಿದೆ.: [741, 1668, 950, 2124]
